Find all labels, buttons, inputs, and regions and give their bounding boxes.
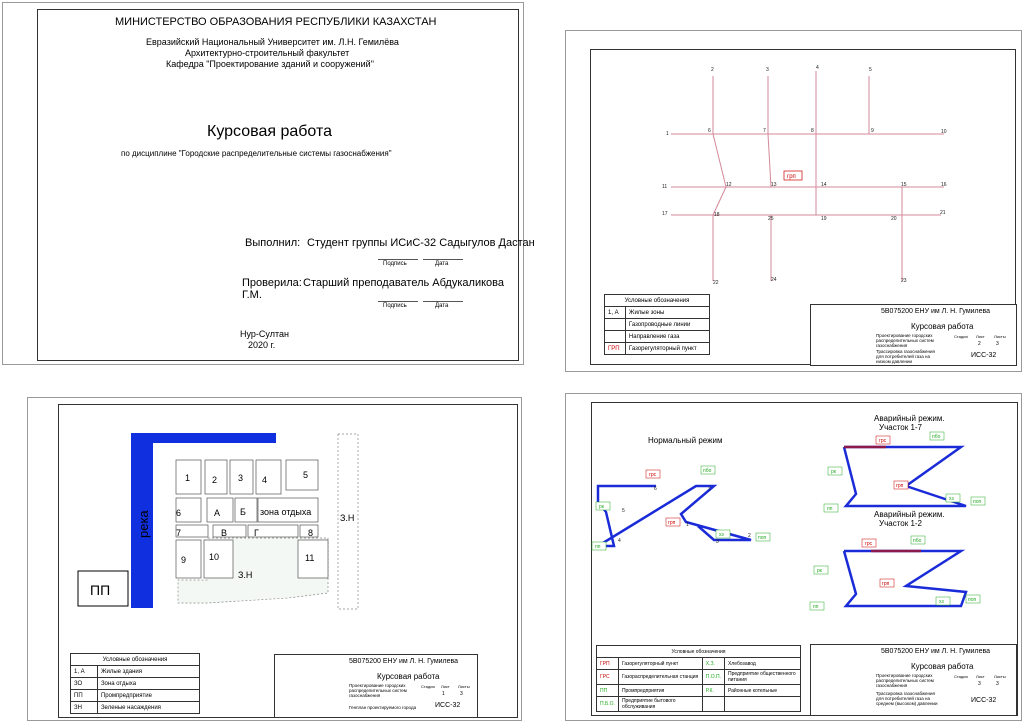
block-label: 1: [185, 473, 191, 483]
checked-label: Проверила:: [242, 277, 302, 289]
legend-text: Направление газа: [625, 331, 709, 343]
node-label: 10: [941, 129, 947, 135]
node-label: 7: [708, 487, 711, 493]
grp-label: грп: [668, 520, 676, 526]
block-label: 7: [176, 528, 182, 538]
sign-label-2: Подпись: [383, 303, 407, 309]
node-label: 9: [871, 128, 874, 134]
legend-text: Жилые зоны: [625, 307, 709, 319]
stamp-sub: Генплан проектируемого города: [349, 705, 417, 710]
stamp-sheets-h: Листы: [458, 684, 470, 689]
legend-symbol: ПП: [71, 690, 98, 702]
node-label: 6: [708, 128, 711, 134]
sheet-master-plan: [27, 397, 522, 721]
node-label: 1: [666, 131, 669, 137]
block-label: зона отдыха: [260, 507, 312, 517]
block-label: 5: [303, 470, 309, 480]
legend-text: Хлебозавод: [724, 658, 800, 670]
date-line-1: [423, 259, 463, 260]
stamp-sheet: 3: [978, 681, 981, 687]
pbo-label: пбо: [932, 434, 941, 440]
sheet4-legend: [596, 645, 801, 712]
block-4: [256, 460, 281, 494]
hz-label: хз: [949, 496, 954, 502]
block-B: [235, 498, 257, 522]
legend-symbol: ГРП: [597, 658, 619, 670]
city-text: Нур-Султан: [240, 329, 289, 339]
discipline-text: по дисциплине "Городские распределительные системы газоснабжения": [121, 149, 392, 158]
zn-main-label: З.Н: [238, 570, 253, 580]
node-label: 2: [711, 67, 714, 73]
node-label: 5: [622, 508, 625, 514]
document-title: Курсовая работа: [207, 123, 332, 140]
node-label: 20: [891, 216, 897, 222]
node-label: 8: [811, 128, 814, 134]
rk-label: рк: [831, 469, 836, 475]
block-label: Г: [254, 528, 259, 538]
block-label: 6: [176, 508, 182, 518]
legend-symbol: П.О.П.: [702, 670, 724, 685]
node-label: 19: [821, 216, 827, 222]
stamp-sheet-h: Лист: [441, 684, 450, 689]
legend-text: Газорегуляторный пункт: [625, 343, 709, 355]
grs-label: грс: [649, 472, 657, 478]
zn-right-label: З.Н: [340, 513, 355, 523]
stamp-sheet-h: Лист: [976, 674, 985, 679]
block-5: [286, 460, 318, 490]
emergency1-title: Аварийный режим.: [874, 414, 945, 423]
block-V: [213, 525, 246, 537]
node-label: 4: [618, 538, 621, 544]
grp-label: грп: [882, 581, 890, 587]
block-label: 10: [209, 552, 220, 562]
node-label: 7: [763, 128, 766, 134]
node-label: 11: [662, 184, 668, 190]
checked-value-2: Г.М.: [242, 289, 262, 301]
pp-label: пп: [813, 604, 819, 610]
sheet-low-pressure-network: [565, 30, 1022, 372]
pp-label: пп: [827, 506, 833, 512]
legend-text: Газорегуляторный пункт: [618, 658, 702, 670]
stamp-sheets-h: Листы: [994, 334, 1006, 339]
node-label: 14: [821, 182, 827, 188]
block-label: В: [221, 528, 228, 538]
university-text: Евразийский Национальный Университет им. Л.Н. Гемилёва: [146, 37, 399, 47]
node-label: 17: [662, 211, 668, 217]
node-label: 1: [686, 522, 689, 528]
legend-symbol: ПП: [597, 685, 619, 697]
stamp-desc: Проектирование городских распределительных систем газоснабжения: [876, 333, 934, 348]
legend-symbol: Х.З.: [702, 658, 724, 670]
block-label: 4: [262, 475, 268, 485]
legend-symbol: ГРП: [605, 343, 626, 355]
pop-label: поп: [758, 535, 767, 541]
block-label: 8: [308, 528, 314, 538]
emergency1-sub: Участок 1-7: [879, 423, 923, 432]
hz-label: хз: [719, 532, 724, 538]
rk-label: рк: [817, 568, 822, 574]
legend-text: Предприятие бытового обслуживания: [618, 697, 702, 712]
sign-line-1: [378, 259, 418, 260]
legend-title: Условные обозначения: [597, 646, 801, 658]
stamp-sheet: 1: [442, 691, 445, 697]
block-9: [176, 540, 201, 578]
stamp-code: 5В075200 ЕНУ им Л. Н. Гумилева: [881, 308, 991, 315]
stamp-sub: Трассировка газоснабжения для потребителей газа на среднем (высоком) давлении: [876, 691, 938, 706]
emergency2-sub: Участок 1-2: [879, 519, 923, 528]
sign-label-1: Подпись: [383, 261, 407, 267]
block-label: 2: [212, 475, 218, 485]
node-label: 3: [766, 67, 769, 73]
stamp-stage-h: Стадия: [954, 334, 968, 339]
stamp-sub: Трассировка газоснабжения для потребителей газа на низком давлении: [876, 349, 935, 364]
node-label: 2: [748, 533, 751, 539]
grp-label: грп: [896, 483, 904, 489]
legend-title: Условные обозначения: [71, 654, 200, 666]
node-label: 5: [869, 67, 872, 73]
pbo-label: пбо: [913, 538, 922, 544]
node-label: 25: [768, 216, 774, 222]
pop-label: поп: [968, 597, 977, 603]
node-label: 4: [816, 65, 819, 71]
legend-text: Промпредприятие: [97, 690, 199, 702]
block-label: А: [214, 508, 221, 518]
legend-text: Газопроводные линии: [625, 319, 709, 331]
stamp-title: Курсовая работа: [911, 322, 974, 331]
node-label: 3: [716, 539, 719, 545]
sign-line-2: [378, 301, 418, 302]
done-label: Выполнил:: [245, 237, 301, 249]
legend-text: Промпредприятия: [618, 685, 702, 697]
department-text: Кафедра "Проектирование зданий и сооружений": [166, 59, 374, 69]
legend-text: Предприятие общественного питания: [724, 670, 800, 685]
stamp-group: ИСС-32: [971, 352, 997, 359]
stamp-sheets: 3: [996, 341, 999, 347]
legend-title: Условные обозначения: [605, 295, 710, 307]
stamp-title: Курсовая работа: [911, 662, 974, 671]
date-label-1: Дата: [435, 261, 449, 267]
block-label: 3: [238, 473, 244, 483]
legend-symbol: [605, 319, 626, 331]
stamp-desc: Проектирование городских распределительных систем газоснабжения: [349, 683, 407, 698]
normal-mode-title: Нормальный режим: [648, 436, 723, 445]
done-value: Студент группы ИСиС-32 Садыгулов Дастан: [307, 237, 535, 249]
legend-text: Зона отдыха: [97, 678, 199, 690]
stamp-stage-h: Стадия: [421, 684, 435, 689]
legend-symbol: 1, А: [71, 666, 98, 678]
legend-symbol: ЗО: [71, 678, 98, 690]
legend-symbol: ГРС: [597, 670, 619, 685]
sheet2-title-block: [810, 304, 1017, 366]
block-label: 11: [305, 553, 315, 563]
sheet3-legend: [70, 653, 200, 714]
stamp-code: 5В075200 ЕНУ им Л. Н. Гумилева: [881, 648, 991, 655]
legend-symbol: Р.К.: [702, 685, 724, 697]
faculty-text: Архитектурно-строительный факультет: [185, 48, 350, 58]
sheet3-title-block: [274, 654, 478, 718]
legend-text: Жилые здания: [97, 666, 199, 678]
sheet-medium-pressure-ring: [565, 393, 1022, 721]
stamp-code: 5В075200 ЕНУ им Л. Н. Гумилева: [349, 658, 459, 665]
stamp-sheets: 3: [996, 681, 999, 687]
stamp-group: ИСС-32: [435, 702, 461, 709]
stamp-sheets-h: Листы: [994, 674, 1006, 679]
stamp-group: ИСС-32: [971, 697, 997, 704]
legend-symbol: 1, А: [605, 307, 626, 319]
sheet-title-page: [2, 2, 535, 365]
block-label: 9: [181, 555, 187, 565]
pbo-label: пбо: [703, 468, 712, 474]
legend-symbol: [605, 331, 626, 343]
legend-symbol: П.Б.О.: [597, 697, 619, 712]
legend-text: Районные котельные: [724, 685, 800, 697]
block-label: Б: [240, 507, 246, 517]
date-line-2: [423, 301, 463, 302]
ministry-text: МИНИСТЕРСТВО ОБРАЗОВАНИЯ РЕСПУБЛИКИ КАЗАХСТАН: [115, 16, 437, 28]
node-label: 16: [941, 182, 947, 188]
legend-text: Газораспределительная станция: [618, 670, 702, 685]
node-label: 24: [771, 277, 777, 283]
node-label: 15: [901, 182, 907, 188]
stamp-sheet-h: Лист: [976, 334, 985, 339]
checked-value: Старший преподаватель Абдукаликова: [303, 277, 504, 289]
pp-label: ПП: [90, 582, 111, 598]
year-text: 2020 г.: [248, 340, 276, 350]
stamp-desc: Проектирование городских распределительных систем газоснабжения: [876, 673, 934, 688]
node-label: 12: [726, 182, 732, 188]
hz-label: хз: [939, 599, 944, 605]
legend-symbol: ЗН: [71, 702, 98, 714]
node-label: 6: [654, 486, 657, 492]
node-label: 21: [940, 210, 946, 216]
stamp-sheets: 3: [460, 691, 463, 697]
emergency2-title: Аварийный режим.: [874, 510, 945, 519]
grp-label: грп: [787, 174, 796, 180]
date-label-2: Дата: [435, 303, 449, 309]
grs-label: грс: [879, 438, 887, 444]
node-label: 22: [713, 280, 719, 286]
legend-text: Зеленые насаждения: [97, 702, 199, 714]
node-label: 18: [714, 212, 720, 218]
pp-label: пп: [595, 544, 601, 550]
rk-label: рк: [599, 504, 604, 510]
river-label: река: [136, 510, 151, 538]
node-label: 13: [771, 182, 777, 188]
stamp-sheet: 2: [978, 341, 981, 347]
sheet2-legend: [604, 294, 710, 355]
node-label: 23: [901, 278, 907, 284]
stamp-title: Курсовая работа: [377, 672, 440, 681]
pop-label: поп: [973, 499, 982, 505]
sheet4-title-block: [810, 644, 1017, 716]
stamp-stage-h: Стадия: [954, 674, 968, 679]
grs-label: грс: [865, 541, 873, 547]
